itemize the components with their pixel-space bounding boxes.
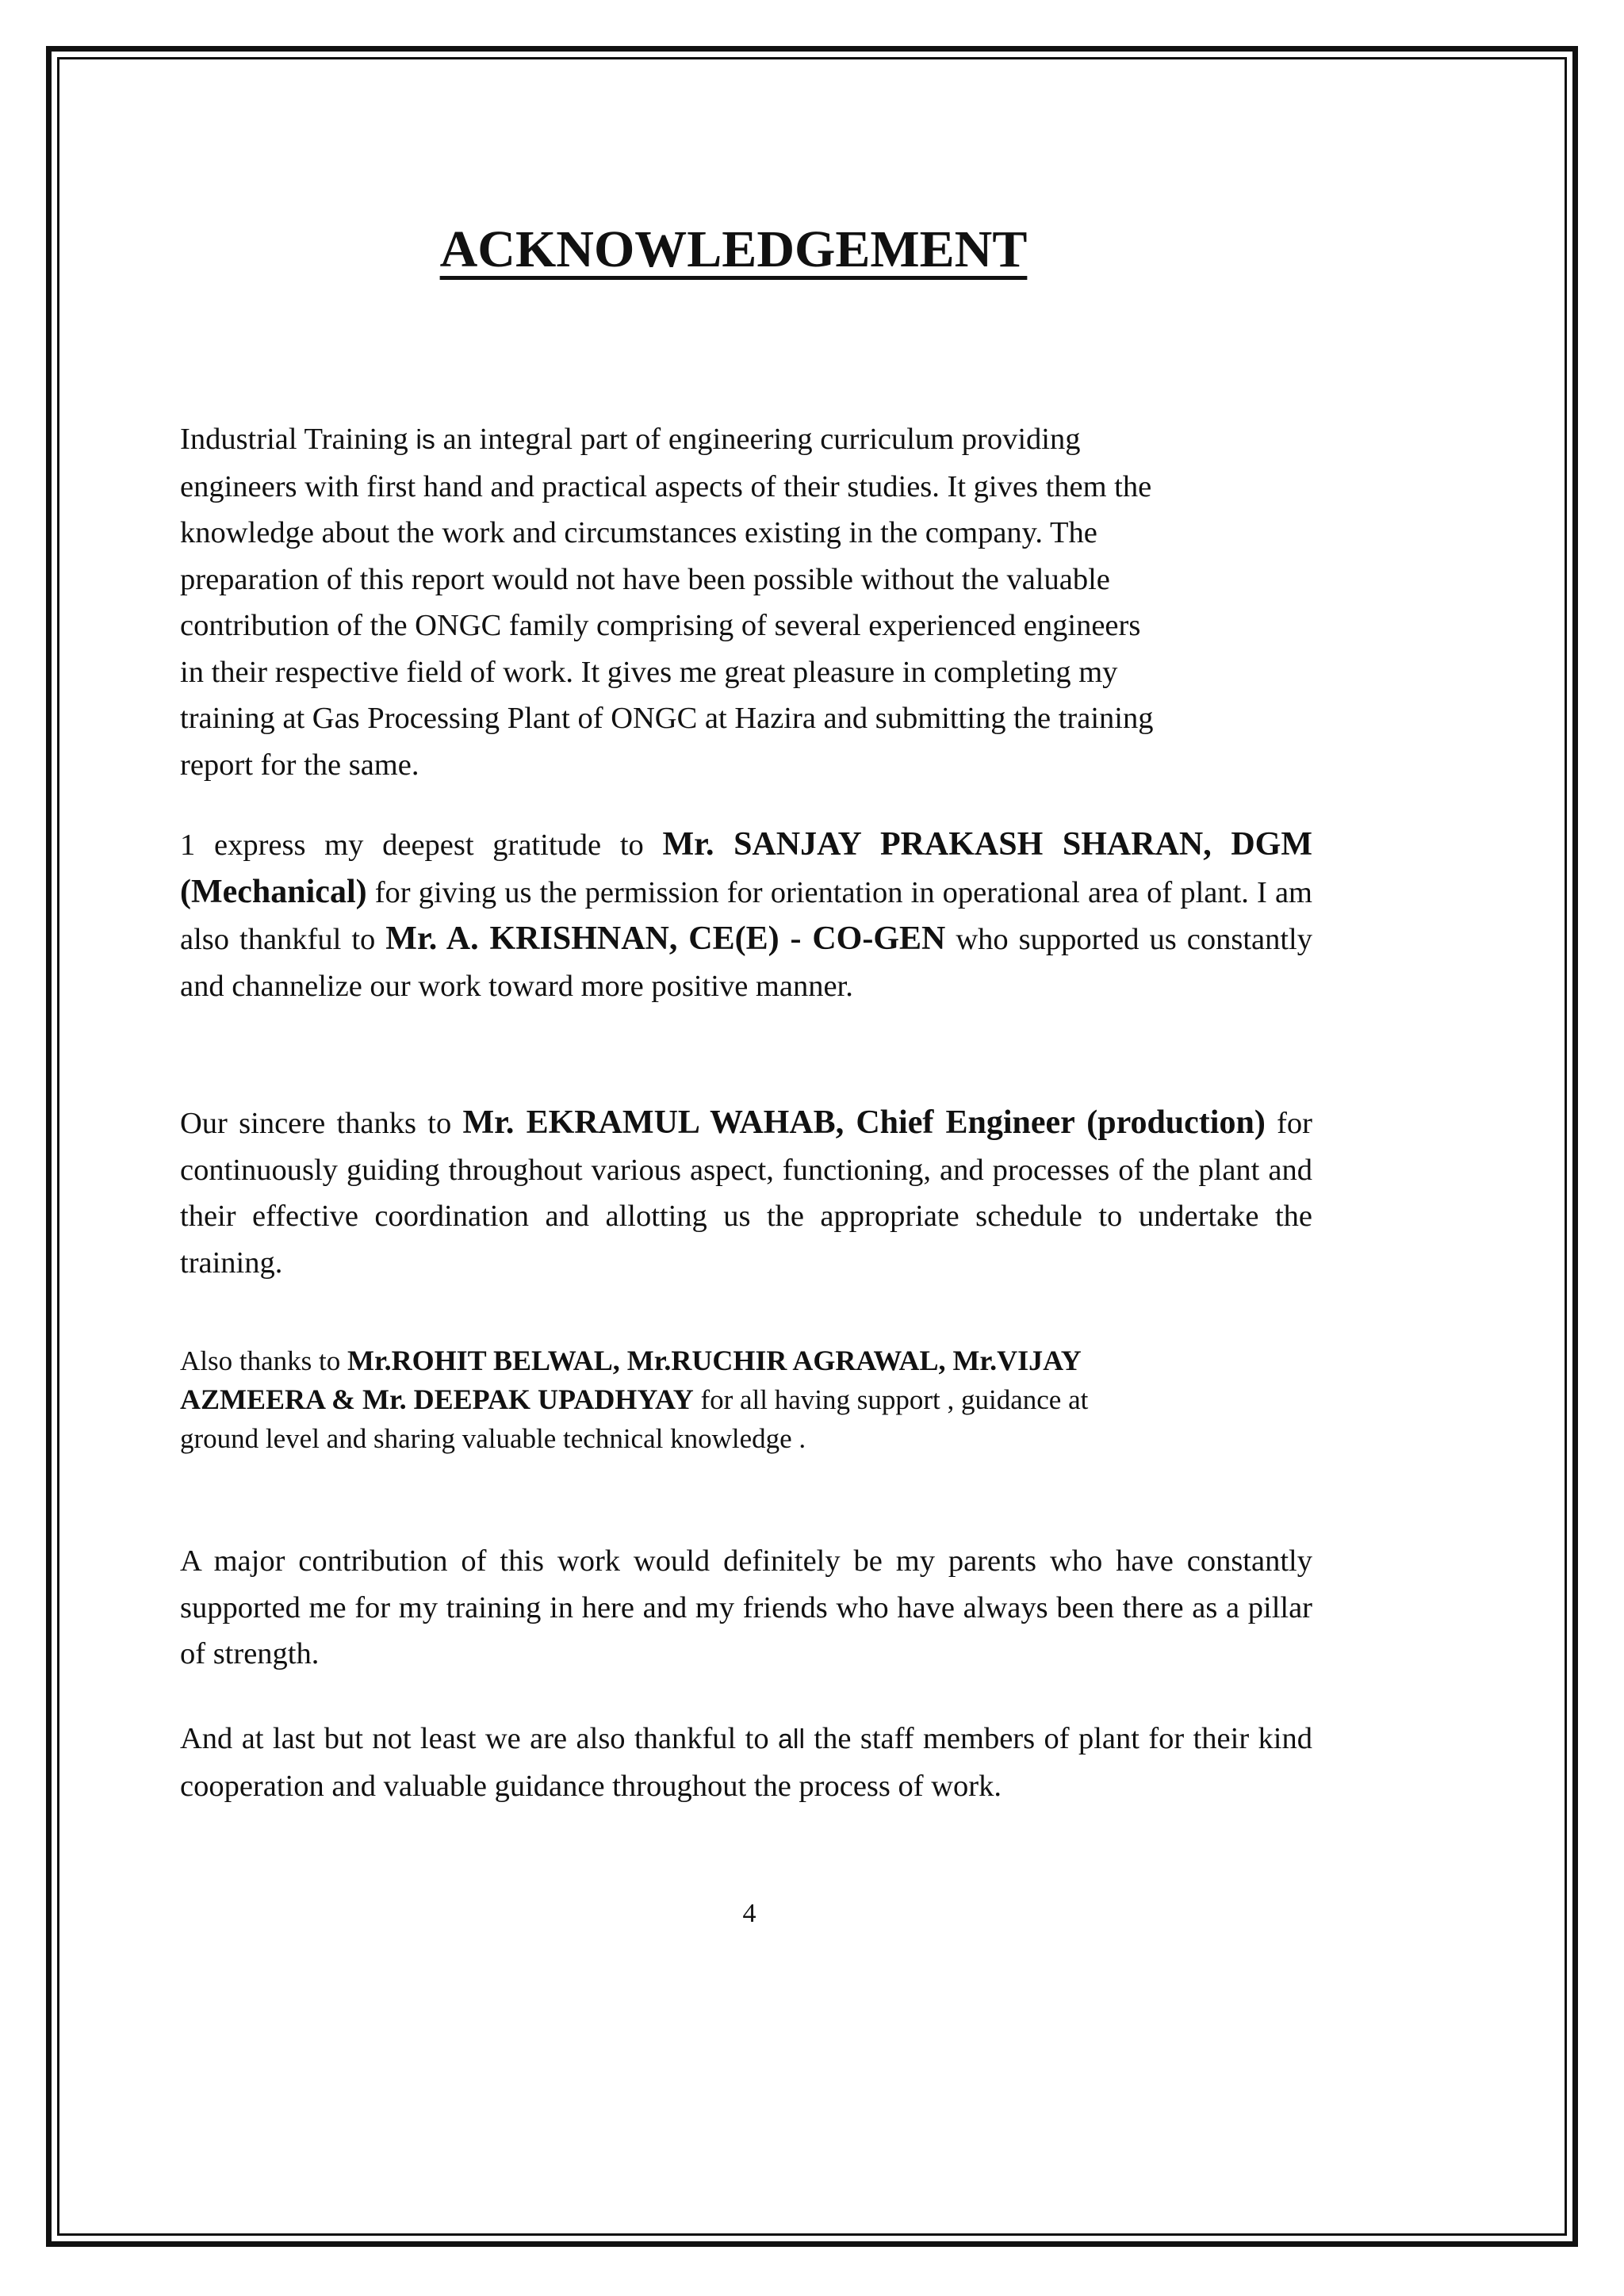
names-line-1: Mr.ROHIT BELWAL, Mr.RUCHIR AGRAWAL, Mr.VIJAY <box>347 1345 1082 1376</box>
also-thanks-line-1 <box>180 1341 1322 1380</box>
intro-line-2: engineers with first hand and practical aspects of their studies. It gives them the <box>180 469 1152 503</box>
also-thanks-line-2-end: for all having support , guidance at <box>693 1384 1089 1415</box>
intro-line-3: knowledge about the work and circumstances existing in the company. The <box>180 516 1097 549</box>
family-paragraph: A major contribution of this work would definitely be my parents who have constantly supported me for my training in here and my friends who have always been there as a pillar of strength. <box>180 1544 1312 1670</box>
gratitude-end: who supported us constantly and channelize our work toward more positive manner. <box>180 923 1312 1003</box>
dgm-name: Mr. SANJAY PRAKASH SHARAN, DGM (Mechanical) <box>180 826 1312 910</box>
intro-line-1-start: Industrial Training <box>180 423 416 456</box>
cogen-name: Mr. A. KRISHNAN, CE(E) - CO-GEN <box>385 920 946 957</box>
page-number: 4 <box>742 1899 756 1928</box>
intro-paragraph <box>180 416 1154 788</box>
intro-line-6: in their respective field of work. It gives me great pleasure in completing my <box>180 655 1118 689</box>
intro-line-1-is: is <box>416 425 435 455</box>
chief-engineer-name: Mr. EKRAMUL WAHAB, Chief Engineer (production) <box>462 1104 1266 1141</box>
thanks-intro: Our sincere thanks to <box>180 1107 463 1140</box>
intro-line-5: contribution of the ONGC family comprising of several experienced engineers <box>180 609 1141 642</box>
intro-line-1-end: an integral part of engineering curriculum providing <box>435 423 1081 456</box>
thanks-paragraph <box>180 1100 1312 1286</box>
thanks-end: for continuously guiding throughout various aspect, functioning, and processes of the plant and their effective coordination and allotting us the appropriate schedule to undertake the training. <box>180 1107 1312 1280</box>
closing-paragraph <box>180 1716 1312 1809</box>
title-text: ACKNOWLEDGEMENT <box>439 220 1028 278</box>
also-thanks-paragraph <box>180 1341 1322 1458</box>
gratitude-paragraph <box>180 821 1312 1009</box>
page-title <box>0 220 1467 278</box>
gratitude-intro: 1 express my deepest gratitude to <box>180 828 663 862</box>
intro-line-7: training at Gas Processing Plant of ONGC at Hazira and submitting the training <box>180 702 1154 735</box>
gratitude-middle: for giving us the permission for orientation in operational area of plant. I am also thankful to <box>180 875 1312 956</box>
intro-line-4: preparation of this report would not have been possible without the valuable <box>180 562 1110 596</box>
names-line-2: AZMEERA & Mr. DEEPAK UPADHYAY <box>180 1383 694 1415</box>
also-thanks-intro: Also thanks to <box>180 1345 347 1376</box>
also-thanks-line-2 <box>180 1380 1322 1419</box>
also-thanks-line-3: ground level and sharing valuable technical knowledge . <box>180 1423 806 1454</box>
closing-all: all <box>778 1724 806 1755</box>
closing-start: And at last but not least we are also thankful to <box>180 1722 778 1755</box>
intro-line-1 <box>180 416 1154 464</box>
closing-end: the staff members of plant for their kind cooperation and valuable guidance throughout the process of work. <box>180 1722 1312 1803</box>
intro-line-8: report for the same. <box>180 748 419 782</box>
